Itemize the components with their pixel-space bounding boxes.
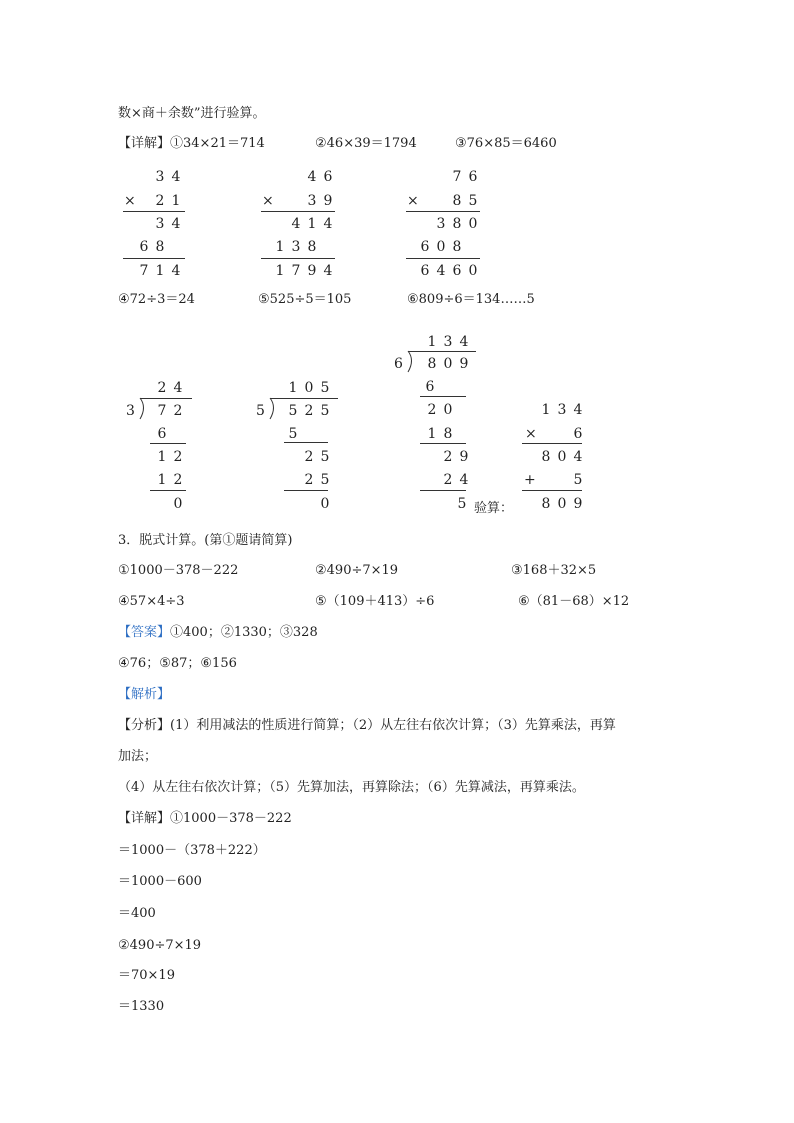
div-eq-2: ⑤525÷5＝105	[258, 292, 352, 307]
q3-item-1: ①1000－378－222	[118, 563, 239, 578]
q3-item-3: ③168＋32×5	[511, 563, 597, 578]
mult3-line2	[406, 258, 480, 259]
q3-title: 3．脱式计算。(第①题请简算)	[118, 533, 293, 548]
div1-bracket	[139, 397, 151, 421]
div3-r: 5	[457, 496, 467, 512]
mult3-op: ×	[407, 193, 419, 209]
mult1-line2	[123, 258, 185, 259]
step-6: ＝70×19	[118, 968, 175, 983]
div2-bracket	[269, 397, 281, 421]
analysis-label: 【解析】	[118, 687, 171, 702]
analysis-text-3: （4）从左往右依次计算；（5）先算加法，再算除法；（6）先算减法，再算乘法。	[118, 780, 585, 795]
div3-s1: 6	[425, 379, 435, 395]
detail2-label: 【详解】	[118, 811, 171, 826]
div1-r: 0	[173, 496, 183, 512]
mult-eq-3: ③76×85＝6460	[455, 136, 557, 151]
mult1-r: 7 1 4	[139, 263, 181, 279]
div3-s4: 2 9	[443, 449, 469, 465]
mult2-a: 4 6	[307, 169, 333, 185]
div1-q: 2 4	[157, 380, 183, 396]
answer-line-2: ④76；⑤87；⑥156	[118, 656, 237, 671]
check-a: 1 3 4	[541, 402, 583, 418]
q3-item-4: ④57×4÷3	[118, 594, 185, 609]
div2-s2: 2 5	[304, 449, 330, 465]
mult3-p2: 6 0 8	[420, 239, 462, 255]
check-add: 5	[573, 472, 583, 488]
div2-line1	[284, 442, 328, 443]
mult1-p2: 6 8	[139, 239, 165, 255]
q3-item-2: ②490÷7×19	[315, 563, 399, 578]
div1-line1	[150, 443, 186, 444]
check-line2	[522, 490, 582, 491]
div1-line2	[150, 490, 186, 491]
detail2-line	[118, 811, 292, 827]
analysis-text-1: 【分析】(1）利用减法的性质进行简算；（2）从左往右依次计算；（3）先算乘法，再算	[118, 718, 616, 733]
div3-line1	[420, 396, 466, 397]
div1-bar	[140, 398, 192, 399]
detail-label: 【详解】	[118, 136, 171, 151]
div2-bar	[270, 398, 338, 399]
mult2-line2	[261, 258, 335, 259]
step-3: ＝1000－600	[118, 874, 202, 889]
mult1-a: 3 4	[155, 169, 181, 185]
div2-line2	[284, 490, 328, 491]
check-p: 8 0 4	[541, 449, 583, 465]
div3-q: 1 3 4	[427, 334, 469, 350]
mult1-op: ×	[124, 193, 136, 209]
check-line1	[522, 443, 582, 444]
q3-item-5: ⑤（109＋413）÷6	[315, 594, 435, 609]
answer-text-1: ①400；②1330；③328	[170, 625, 318, 640]
step-4: ＝400	[118, 906, 156, 921]
mult2-line1	[261, 211, 335, 212]
div1-s2: 1 2	[157, 449, 183, 465]
mult3-p1: 3 8 0	[436, 216, 478, 232]
div3-dividend: 8 0 9	[427, 356, 469, 372]
div3-s2: 2 0	[427, 402, 453, 418]
div2-r: 0	[320, 496, 330, 512]
div3-bracket	[407, 350, 419, 374]
mult3-a: 7 6	[452, 169, 478, 185]
div3-bar	[408, 351, 476, 352]
check-op-mul: ×	[525, 426, 537, 442]
mult3-b: 8 5	[452, 193, 478, 209]
div2-dividend: 5 2 5	[288, 403, 330, 419]
step-5: ②490÷7×19	[118, 938, 202, 953]
div2-s1: 5	[288, 426, 298, 442]
check-label: 验算：	[474, 501, 514, 516]
div1-s3: 1 2	[157, 472, 183, 488]
detail-heading	[118, 136, 265, 152]
div1-dividend: 7 2	[157, 403, 183, 419]
div2-q: 1 0 5	[288, 380, 330, 396]
mult3-line1	[406, 211, 480, 212]
mult1-line1	[123, 211, 185, 212]
mult2-r: 1 7 9 4	[275, 263, 333, 279]
mult1-p1: 3 4	[155, 216, 181, 232]
step-2: ＝1000－（378＋222）	[118, 843, 266, 858]
intro-line: 数×商＋余数”进行验算。	[118, 106, 266, 121]
check-op-add: +	[524, 472, 536, 488]
mult2-p2: 1 3 8	[275, 239, 317, 255]
answer-label: 【答案】	[118, 625, 171, 640]
div1-s1: 6	[157, 426, 167, 442]
div2-s3: 2 5	[304, 472, 330, 488]
check-r: 8 0 9	[541, 496, 583, 512]
div3-s3: 1 8	[427, 426, 453, 442]
div1-divisor: 3	[126, 403, 135, 419]
div-eq-1: ④72÷3＝24	[118, 292, 195, 307]
mult-eq-2: ②46×39＝1794	[315, 136, 417, 151]
step-1: ①1000－378－222	[170, 811, 292, 826]
answer-line-1	[118, 625, 318, 641]
mult1-b: 2 1	[155, 193, 181, 209]
div3-line3	[420, 490, 466, 491]
step-7: ＝1330	[118, 999, 165, 1014]
div3-s5: 2 4	[443, 472, 469, 488]
div3-line2	[420, 443, 466, 444]
div3-divisor: 6	[394, 356, 403, 372]
check-b: 6	[573, 426, 583, 442]
mult-eq-1: ①34×21＝714	[170, 136, 265, 151]
mult3-r: 6 4 6 0	[420, 263, 478, 279]
div-eq-3: ⑥809÷6＝134……5	[407, 292, 535, 307]
div2-divisor: 5	[256, 403, 265, 419]
mult2-p1: 4 1 4	[291, 216, 333, 232]
mult2-b: 3 9	[307, 193, 333, 209]
analysis-text-2: 加法；	[118, 749, 158, 764]
q3-item-6: ⑥（81－68）×12	[518, 594, 630, 609]
mult2-op: ×	[262, 193, 274, 209]
